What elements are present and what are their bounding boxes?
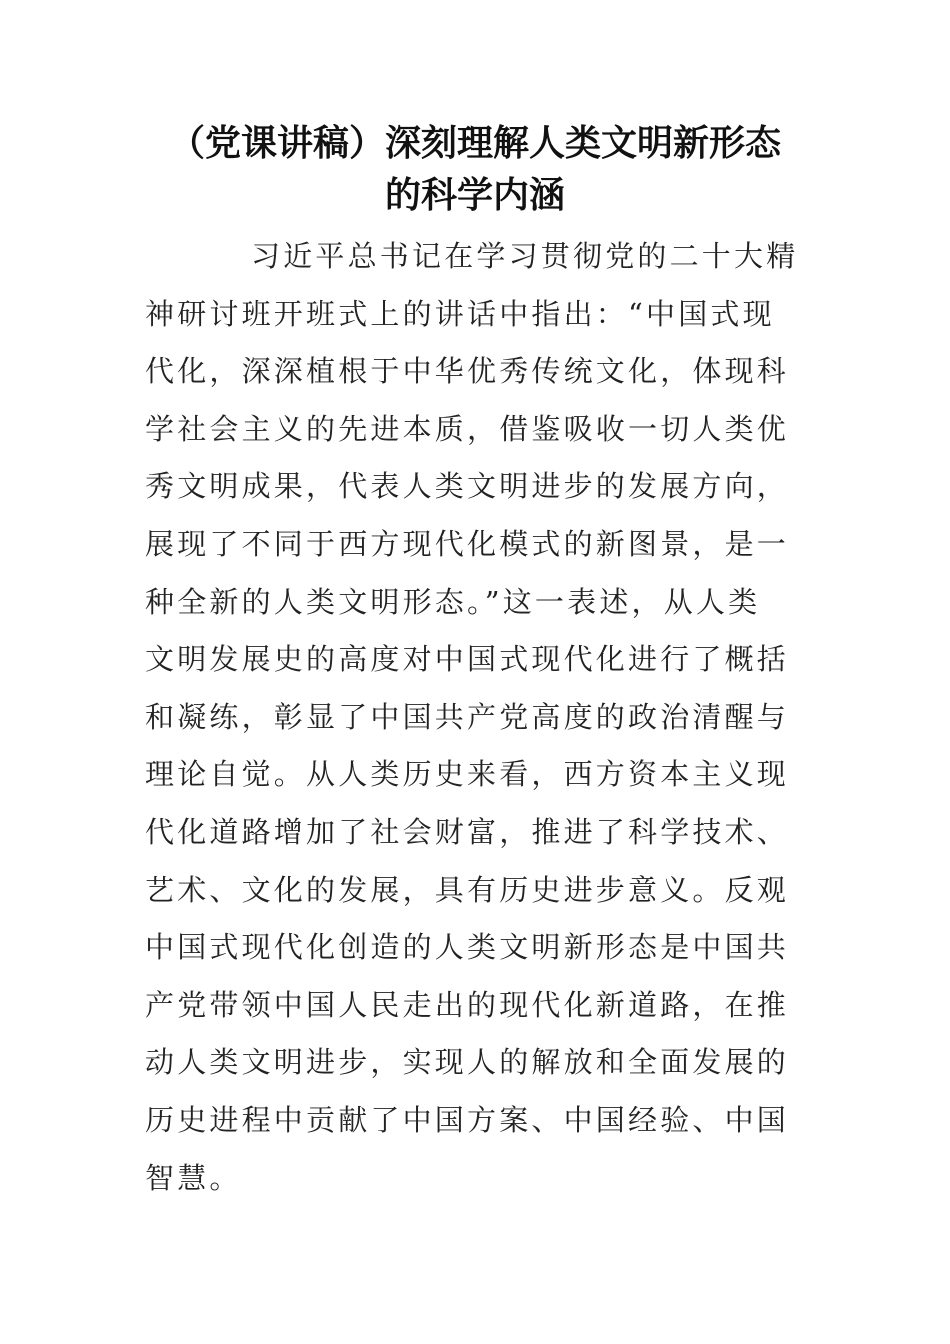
body-line-5: 秀文明成果，代表人类文明进步的发展方向，	[145, 469, 790, 504]
body-line-13: 中国式现代化创造的人类文明新形态是中国共	[145, 930, 790, 965]
body-line-9: 和凝练，彰显了中国共产党高度的政治清醒与	[145, 699, 790, 734]
body-line-15: 动人类文明进步，实现人的解放和全面发展的	[145, 1045, 790, 1080]
document-title	[140, 118, 810, 222]
body-line-16: 历史进程中贡献了中国方案、中国经验、中国	[145, 1102, 790, 1137]
body-line-11: 代化道路增加了社会财富，推进了科学技术、	[145, 814, 790, 849]
body-line-2: 神研讨班开班式上的讲话中指出：“中国式现	[145, 296, 775, 331]
body-line-8: 文明发展史的高度对中国式现代化进行了概括	[145, 642, 790, 677]
body-line-6: 展现了不同于西方现代化模式的新图景，是一	[145, 526, 790, 561]
body-line-3: 代化，深深植根于中华优秀传统文化，体现科	[145, 354, 790, 389]
body-line-1: 习近平总书记在学习贯彻党的二十大精	[251, 239, 799, 273]
body-paragraph	[145, 228, 799, 1207]
body-line-14: 产党带领中国人民走出的现代化新道路，在推	[145, 987, 790, 1022]
body-line-17: 智慧。	[145, 1160, 242, 1195]
body-line-4: 学社会主义的先进本质，借鉴吸收一切人类优	[145, 411, 790, 446]
body-line-12: 艺术、文化的发展，具有历史进步意义。反观	[145, 872, 790, 907]
title-line-1: （党课讲稿）深刻理解人类文明新形态	[168, 123, 781, 164]
body-line-7: 种全新的人类文明形态。”这一表述，从人类	[145, 584, 761, 619]
body-line-10: 理论自觉。从人类历史来看，西方资本主义现	[145, 757, 790, 792]
title-line-2: 的科学内涵	[384, 175, 565, 216]
